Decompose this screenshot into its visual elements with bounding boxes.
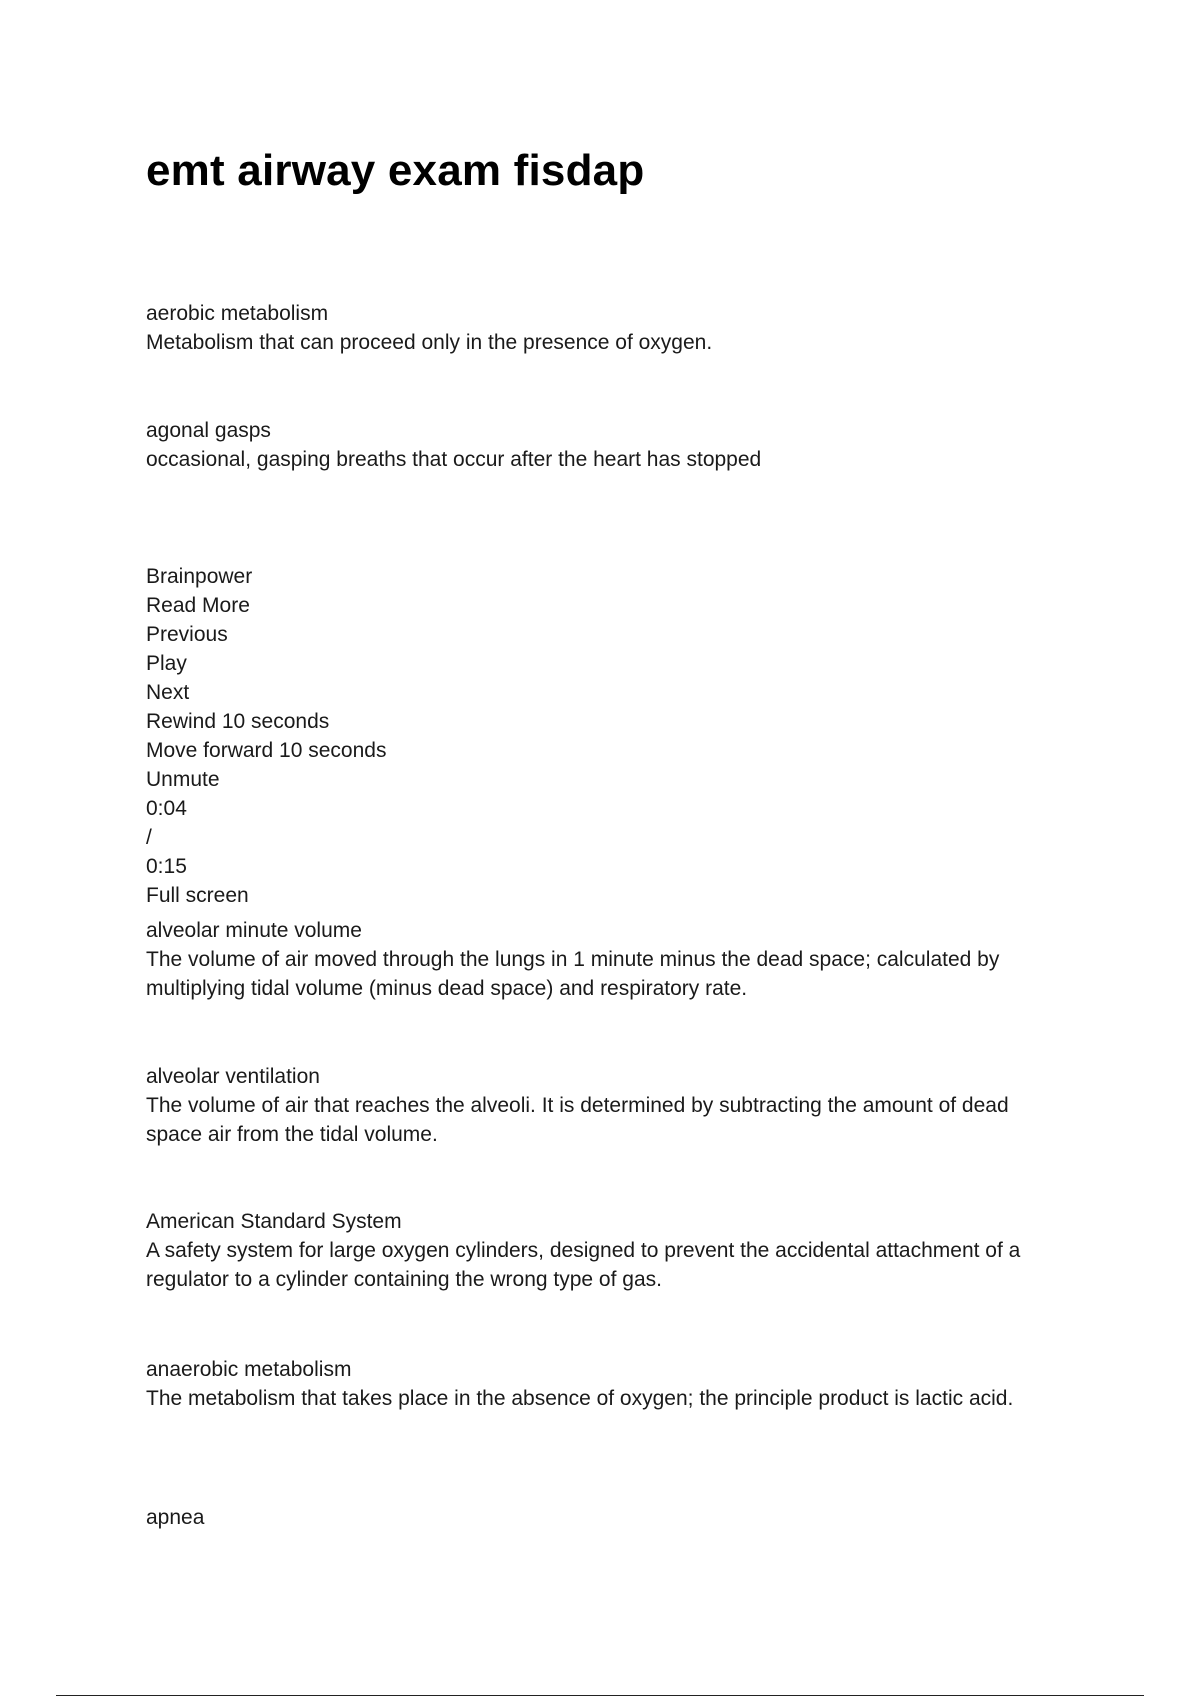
time-separator: / — [146, 826, 152, 849]
entry-definition: The volume of air moved through the lungs in 1 minute minus the dead space; calculated by multiplying tidal volume (minus dead space) and respiratory rate. — [146, 948, 1000, 1000]
glossary-entry — [146, 1355, 1066, 1413]
glossary-entry — [146, 416, 1066, 474]
entry-term: American Standard System — [146, 1210, 402, 1233]
fullscreen-button[interactable]: Full screen — [146, 884, 249, 907]
page-title: emt airway exam fisdap — [146, 146, 645, 195]
entry-definition: occasional, gasping breaths that occur after the heart has stopped — [146, 448, 762, 471]
duration: 0:15 — [146, 855, 187, 878]
current-time: 0:04 — [146, 797, 187, 820]
entry-term: agonal gasps — [146, 419, 271, 442]
entry-definition: A safety system for large oxygen cylinders, designed to prevent the accidental attachment of a regulator to a cylinder containing the wrong type of gas. — [146, 1239, 1021, 1291]
play-button[interactable]: Play — [146, 652, 187, 675]
next-button[interactable]: Next — [146, 681, 190, 704]
previous-button[interactable]: Previous — [146, 623, 228, 646]
glossary-entry — [146, 1207, 1066, 1294]
video-player-text — [146, 562, 386, 910]
read-more-link[interactable]: Read More — [146, 594, 250, 617]
entry-definition: Metabolism that can proceed only in the presence of oxygen. — [146, 331, 713, 354]
glossary-entry — [146, 1062, 1066, 1149]
glossary-entry — [146, 1503, 1066, 1532]
entry-definition: The metabolism that takes place in the absence of oxygen; the principle product is lactic acid. — [146, 1387, 1014, 1410]
entry-definition: The volume of air that reaches the alveoli. It is determined by subtracting the amount of dead space air from the tidal volume. — [146, 1094, 1009, 1146]
glossary-entry — [146, 299, 1066, 357]
player-brand: Brainpower — [146, 565, 253, 588]
entry-term: apnea — [146, 1506, 205, 1529]
unmute-button[interactable]: Unmute — [146, 768, 220, 791]
entry-term: alveolar minute volume — [146, 919, 362, 942]
entry-term: anaerobic metabolism — [146, 1358, 352, 1381]
entry-term: aerobic metabolism — [146, 302, 329, 325]
footer-divider — [56, 1695, 1144, 1696]
glossary-entry — [146, 916, 1066, 1003]
entry-term: alveolar ventilation — [146, 1065, 320, 1088]
forward-button[interactable]: Move forward 10 seconds — [146, 739, 387, 762]
rewind-button[interactable]: Rewind 10 seconds — [146, 710, 330, 733]
